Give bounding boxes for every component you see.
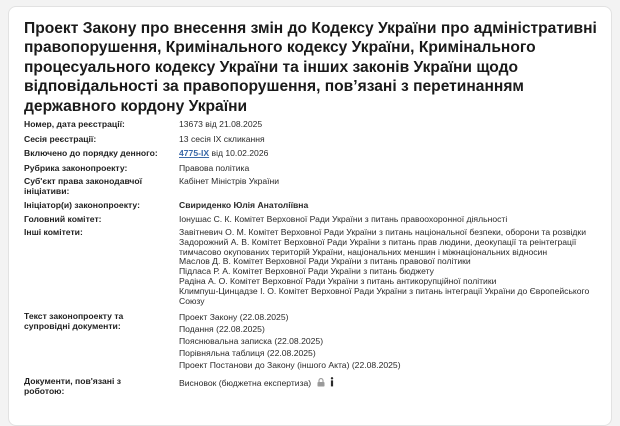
document-link[interactable]: Проект Постанови до Закону (іншого Акта) (22.08.2025) xyxy=(179,359,401,370)
reg-number-row xyxy=(24,120,609,135)
document-link[interactable]: Подання (22.08.2025) xyxy=(179,323,265,334)
related-docs-label: Документи, пов'язані з роботою: xyxy=(24,376,121,396)
initiative-subject-row xyxy=(24,177,609,201)
documents-label: Текст законопроекту та супровідні документи: xyxy=(24,311,124,331)
related-docs-row xyxy=(24,377,609,401)
agenda-row xyxy=(24,149,609,164)
agenda-label: Включено до порядку денного: xyxy=(24,148,158,158)
committee-line: Маслов Д. В. Комітет Верховної Ради України з питань правової політики xyxy=(179,256,471,267)
page-title: Проект Закону про внесення змін до Кодексу України про адміністративні правопорушення, Кримінального кодексу України, Кримінального процесуального кодексу України та інших законів України щодо відповідальності за правопорушення, пов’язані з перетинанням державного кордону України xyxy=(24,20,597,115)
reg-number-value: 13673 від 21.08.2025 xyxy=(179,119,263,129)
committee-line: Радіна А. О. Комітет Верховної Ради України з питань антикорупційної політики xyxy=(179,275,497,286)
document-link[interactable]: Пояснювальна записка (22.08.2025) xyxy=(179,335,324,346)
other-committees-list xyxy=(179,228,609,306)
agenda-date: від 10.02.2026 xyxy=(211,148,269,158)
bill-card xyxy=(8,6,612,426)
committee-line: Союзу xyxy=(179,295,205,306)
bill-info xyxy=(24,120,609,401)
agenda-value xyxy=(179,149,609,159)
document-link[interactable]: Порівняльна таблиця (22.08.2025) xyxy=(179,347,316,358)
documents-row xyxy=(24,312,609,377)
documents-list xyxy=(179,312,609,372)
main-committee-label: Головний комітет: xyxy=(24,214,102,224)
committee-line: Климпуш-Цинцадзе І. О. Комітет Верховної Ради України з питань інтеграції України до Європейського xyxy=(179,285,590,296)
info-icon[interactable] xyxy=(330,377,334,390)
agenda-law-link[interactable]: 4775-IX xyxy=(179,148,210,158)
related-doc-link[interactable]: Висновок (бюджетна експертиза) xyxy=(179,378,312,388)
related-docs-value xyxy=(179,377,609,390)
committee-line: Задорожний А. В. Комітет Верховної Ради України з питань прав людини, деокупації та реінтеграції xyxy=(179,236,577,247)
initiator-value: Свириденко Юлія Анатоліївна xyxy=(179,200,309,210)
initiator-row xyxy=(24,201,609,215)
rubric-label: Рубрика законопроекту: xyxy=(24,163,128,173)
reg-number-label: Номер, дата реєстрації: xyxy=(24,119,125,129)
committee-line: тимчасово окупованих територій України, національних меншин і міжнаціональних відносин xyxy=(179,246,548,257)
initiative-subject-label: Суб'єкт права законодавчої ініціативи: xyxy=(24,176,143,196)
initiator-label: Ініціатор(и) законопроекту: xyxy=(24,200,140,210)
committee-line: Підласа Р. А. Комітет Верховної Ради України з питань бюджету xyxy=(179,266,434,277)
initiative-subject-value: Кабінет Міністрів України xyxy=(179,176,280,186)
committee-line: Завітневич О. М. Комітет Верховної Ради України з питань національної безпеки, оборони та розвідки xyxy=(179,227,586,237)
session-label: Сесія реєстрації: xyxy=(24,134,97,144)
main-committee-value: Іонушас С. К. Комітет Верховної Ради України з питань правоохоронної діяльності xyxy=(179,214,508,224)
other-committees-row xyxy=(24,228,609,312)
document-link[interactable]: Проект Закону (22.08.2025) xyxy=(179,312,289,322)
session-row xyxy=(24,135,609,149)
other-committees-label: Інші комітети: xyxy=(24,227,83,237)
session-value: 13 сесія IX скликання xyxy=(179,134,265,144)
lock-icon xyxy=(317,378,325,390)
rubric-value: Правова політика xyxy=(179,163,250,173)
